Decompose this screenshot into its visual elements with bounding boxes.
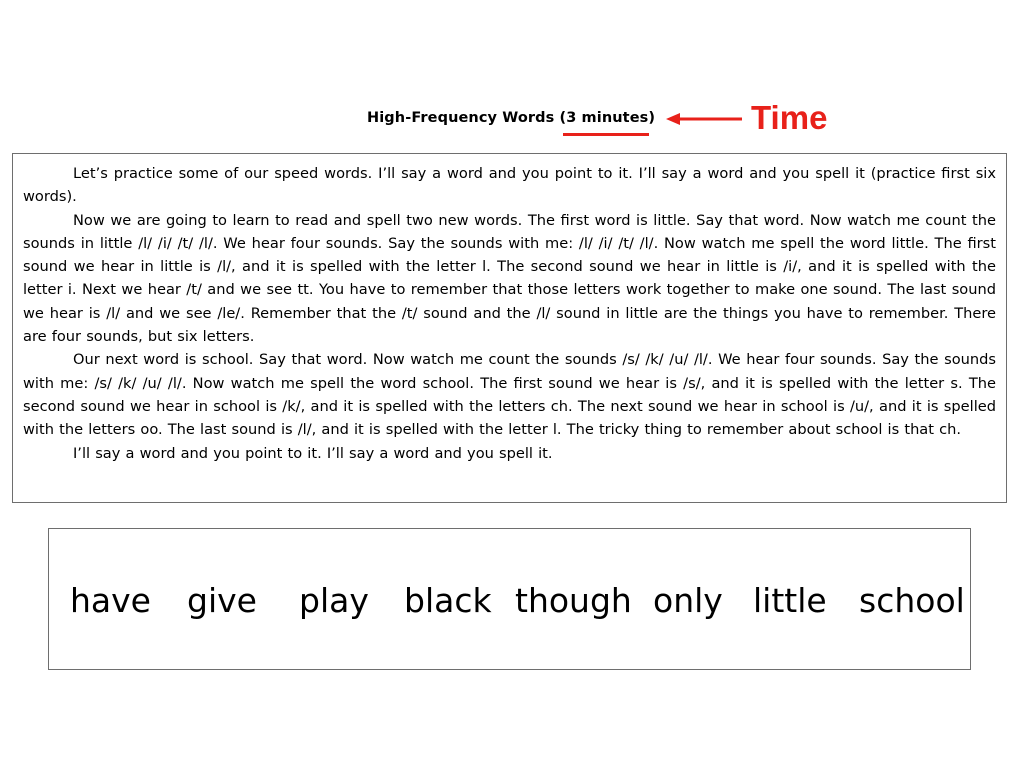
arrow-left-icon: [664, 111, 744, 127]
script-paragraph-little: Now we are going to learn to read and spell two new words. The first word is little. Say that word. Now watch me count the sounds in little /l/ /i/ /t/ /l/. We hear four sounds. Say the sounds with me: /l/ /i/ /t/ /l/. Now watch me spell the word little. The first sound we hear in little is /l/, and it is spelled with the letter l. The second sound we hear in little is /i/, and it is spelled with the letter i. Next we hear /t/ and we see tt. You have to remember that those letters work together to make one sound. The last sound we hear is /l/ and we see /le/. Remember that the /t/ sound and the /l/ sound in little are the things you have to remember. There are four sounds, but six letters.: [23, 211, 996, 346]
page-title: High-Frequency Words (3 minutes): [367, 110, 656, 126]
time-annotation: Time: [751, 99, 828, 136]
title-time-underline: [563, 133, 649, 136]
teacher-script-box: [12, 153, 1007, 503]
word-have: have: [70, 581, 151, 620]
word-give: give: [187, 581, 257, 620]
word-school: school: [859, 581, 965, 620]
script-paragraph-closing: I’ll say a word and you point to it. I’ll say a word and you spell it.: [73, 444, 553, 462]
script-paragraph-school: Our next word is school. Say that word. Now watch me count the sounds /s/ /k/ /u/ /l/. We hear four sounds. Say the sounds with me: /s/ /k/ /u/ /l/. Now watch me spell the word school. The first sound we hear is /s/, and it is spelled with the letter s. The second sound we hear in school is /k/, and it is spelled with the letters ch. The next sound we hear in school is /u/, and it is spelled with the letters oo. The last sound is /l/, and it is spelled with the letter l. The tricky thing to remember about school is that ch.: [23, 351, 996, 439]
word-play: play: [299, 581, 369, 620]
word-though: though: [515, 581, 632, 620]
word-little: little: [753, 581, 827, 620]
word-list-box: [48, 528, 971, 670]
word-black: black: [404, 581, 492, 620]
script-paragraph-intro: Let’s practice some of our speed words. I’ll say a word and you point to it. I’ll say a word and you spell it (practice first six words).: [23, 165, 996, 206]
word-only: only: [653, 581, 723, 620]
